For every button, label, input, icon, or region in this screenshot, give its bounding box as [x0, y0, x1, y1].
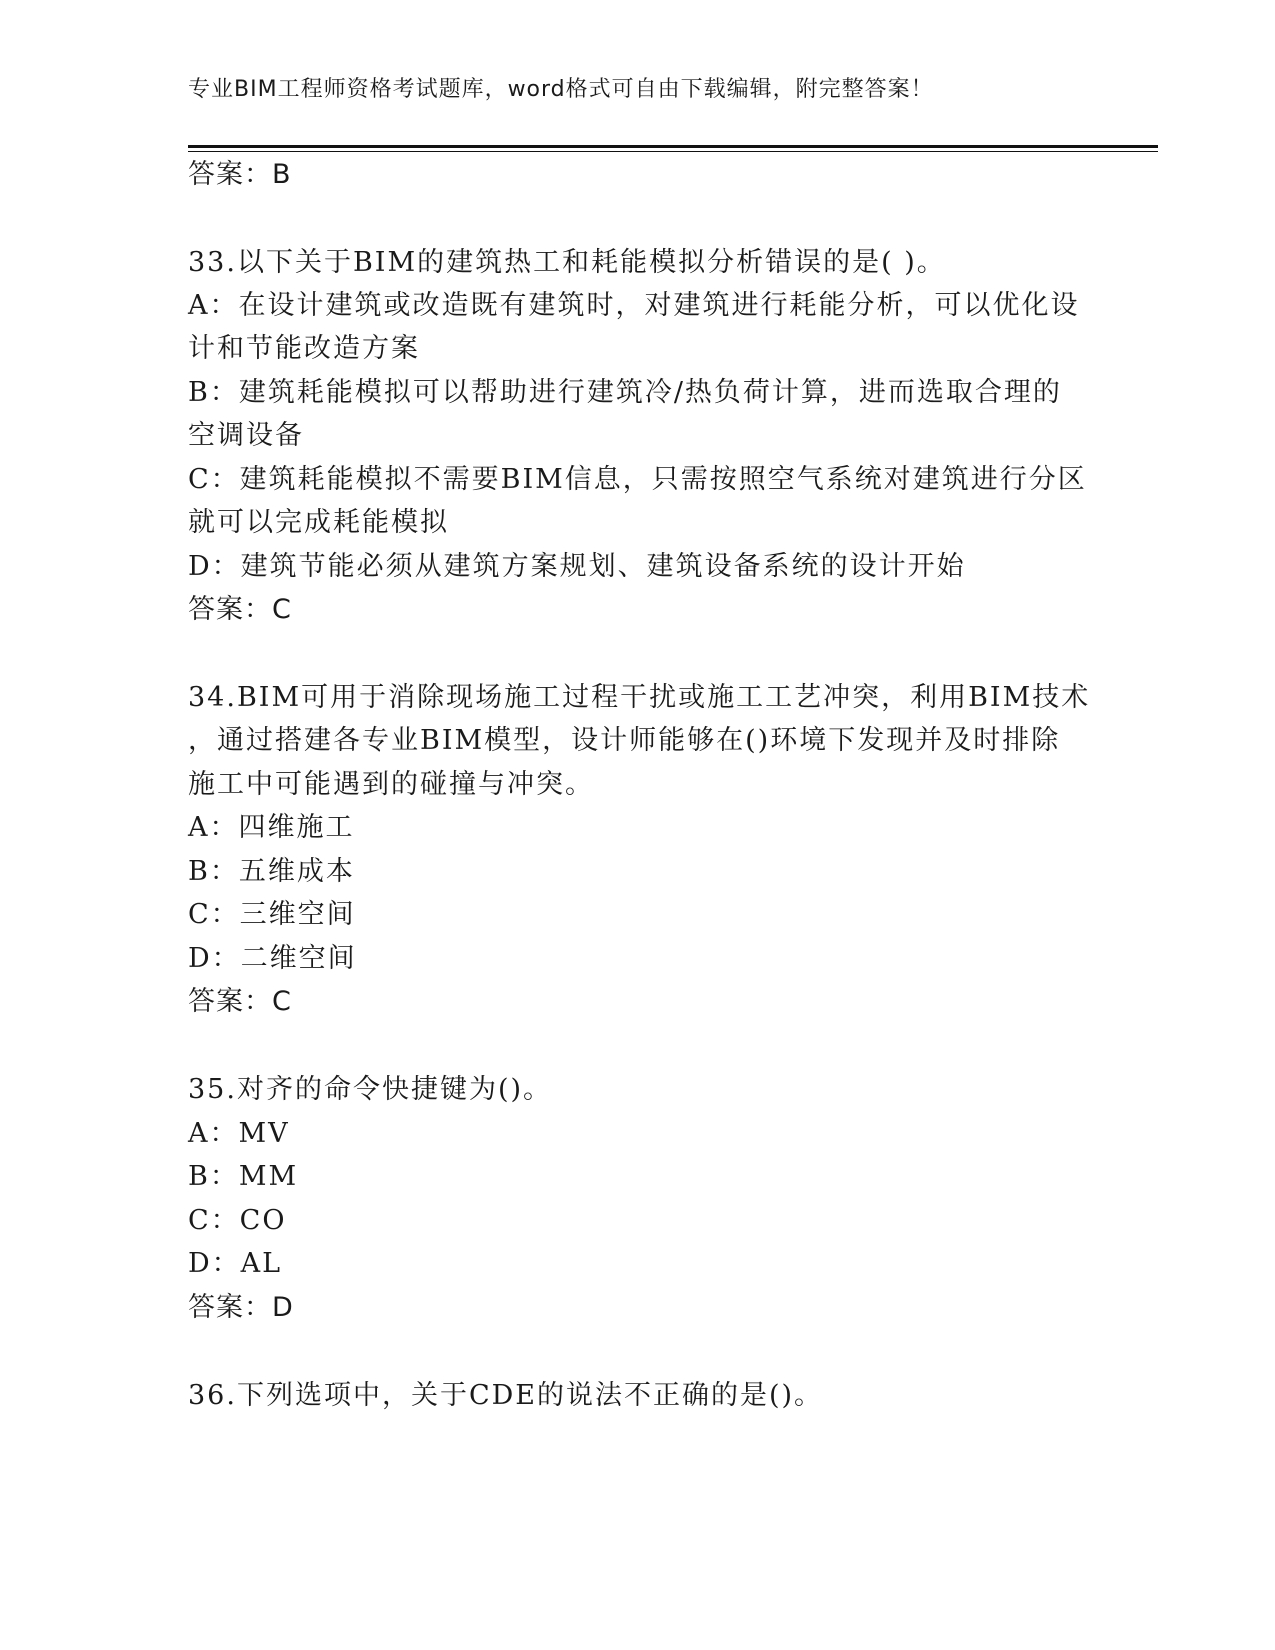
q34-option-a: A：四维施工	[188, 812, 355, 843]
q33-option-b-line2: 空调设备	[188, 420, 304, 451]
q34-option-b: B：五维成本	[188, 856, 355, 887]
previous-answer: 答案：B	[188, 159, 292, 190]
q33-option-b-line1: B：建筑耗能模拟可以帮助进行建筑冷/热负荷计算，进而选取合理的	[188, 377, 1062, 408]
header-rule-thick	[188, 145, 1158, 148]
q36-stem: 36.下列选项中，关于CDE的说法不正确的是()。	[188, 1380, 824, 1411]
q34-option-c: C：三维空间	[188, 899, 356, 930]
header-rule-thin	[188, 151, 1158, 152]
q35-stem: 35.对齐的命令快捷键为()。	[188, 1074, 553, 1105]
q35-option-b: B：MM	[188, 1161, 299, 1192]
q33-option-c-line2: 就可以完成耗能模拟	[188, 507, 449, 538]
q33-option-d: D：建筑节能必须从建筑方案规划、建筑设备系统的设计开始	[188, 551, 966, 582]
q35-answer: 答案：D	[188, 1292, 294, 1323]
q34-stem-line1: 34.BIM可用于消除现场施工过程干扰或施工工艺冲突，利用BIM技术	[188, 682, 1091, 713]
q33-option-a-line1: A：在设计建筑或改造既有建筑时，对建筑进行耗能分析，可以优化设	[188, 290, 1080, 321]
q35-option-d: D：AL	[188, 1248, 283, 1279]
q34-stem-line2: ，通过搭建各专业BIM模型，设计师能够在()环境下发现并及时排除	[188, 725, 1061, 756]
q33-option-c-line1: C：建筑耗能模拟不需要BIM信息，只需按照空气系统对建筑进行分区	[188, 464, 1087, 495]
q35-option-a: A：MV	[188, 1118, 290, 1149]
q35-option-c: C：CO	[188, 1205, 287, 1236]
q33-stem: 33.以下关于BIM的建筑热工和耗能模拟分析错误的是( )。	[188, 247, 946, 278]
q34-option-d: D：二维空间	[188, 943, 357, 974]
header-note: 专业BIM工程师资格考试题库，word格式可自由下载编辑，附完整答案！	[188, 77, 934, 102]
q33-answer: 答案：C	[188, 594, 292, 625]
q34-stem-line3: 施工中可能遇到的碰撞与冲突。	[188, 769, 594, 800]
q34-answer: 答案：C	[188, 986, 292, 1017]
q33-option-a-line2: 计和节能改造方案	[188, 333, 420, 364]
